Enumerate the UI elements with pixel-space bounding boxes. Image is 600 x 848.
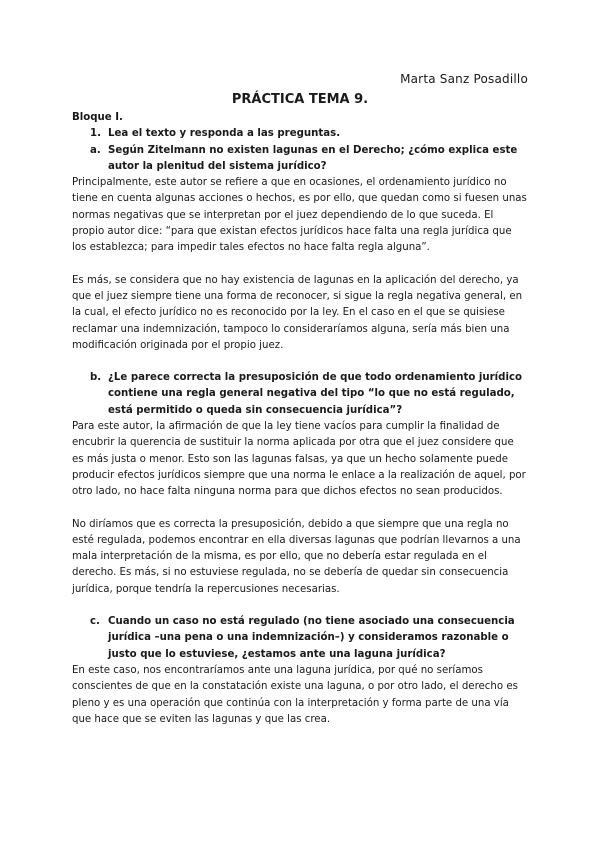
question-text: Según Zitelmann no existen lagunas en el Derecho; ¿cómo explica este autor la plenitud del sistema jurídico? [108,144,518,172]
question-text: Lea el texto y responda a las preguntas. [108,128,341,140]
question-a [90,143,528,176]
document-body [72,110,528,728]
answer-paragraph: Para este autor, la afirmación de que la ley tiene vacíos para cumplir la finalidad de encubrir la querencia de sustituir la norma aplicada por otra que el juez considere que es más justa o menor. Esto son las lagunas falsas, ya que un hecho solamente puede producir efectos jurídicos siempre que una norma le enlace a la realización de aquel, por otro lado, no hace falta ninguna norma para que dichos efectos no sean producidos. [72,421,526,498]
answer-paragraph: No diríamos que es correcta la presuposición, debido a que siempre que una regla no esté regulada, podemos encontrar en ella diversas lagunas que podrían llevarnos a una mala interpretación de la misma, es por ello, que no debería estar regulada en el derecho. Es más, si no estuviese regulada, no se debería de quedar sin consecuencia jurídica, porque tendría la repercusiones necesarias. [72,518,521,595]
question-letter: a. [90,144,101,156]
question-text: Cuando un caso no está regulado (no tiene asociado una consecuencia jurídica –una pena o una indemnización–) y consideramos razonable o justo que lo estuviese, ¿estamos ante una laguna jurídica? [108,616,515,660]
question-b [90,370,528,419]
question-letter: c. [90,616,100,628]
answer-paragraph: Principalmente, este autor se refiere a que en ocasiones, el ordenamiento jurídico no tiene en cuenta algunas acciones o hechos, es por ello, que quedan como si fuesen unas normas negativas que se interpretan por el juez dependiendo de lo que suceda. El propio autor dice: “para que existan efectos jurídicos hace falta una regla jurídica que los establezca; para impedir tales efectos no hace falta regla alguna”. [72,177,527,254]
question-1 [90,126,528,142]
question-text: ¿Le parece correcta la presuposición de que todo ordenamiento jurídico contiene una regla general negativa del tipo “lo que no está regulado, está permitido o queda sin consecuencia jurídica”? [108,372,522,416]
answer-paragraph: En este caso, nos encontraríamos ante una laguna jurídica, por qué no seríamos conscientes de que en la constatación existe una laguna, o por otro lado, el derecho es pleno y es una operación que continúa con la interpretación y forma parte de una vía que hace que se eviten las lagunas y que las crea. [72,664,518,725]
block-heading: Bloque I. [72,112,123,123]
page-title: PRÁCTICA TEMA 9. [231,92,369,107]
answer-paragraph: Es más, se considera que no hay existencia de lagunas en la aplicación del derecho, ya que el juez siempre tiene una forma de reconocer, si sigue la regla negativa general, en la cual, el efecto jurídico no es reconocido por la ley. En el caso en el que se quisiese reclamar una indemnización, tampoco lo consideraríamos alguna, sería más bien una modificación originada por el propio juez. [72,274,523,351]
author-name: Marta Sanz Posadillo [400,72,528,86]
question-c [90,614,528,663]
question-number: 1. [90,128,101,140]
question-letter: b. [90,372,102,384]
